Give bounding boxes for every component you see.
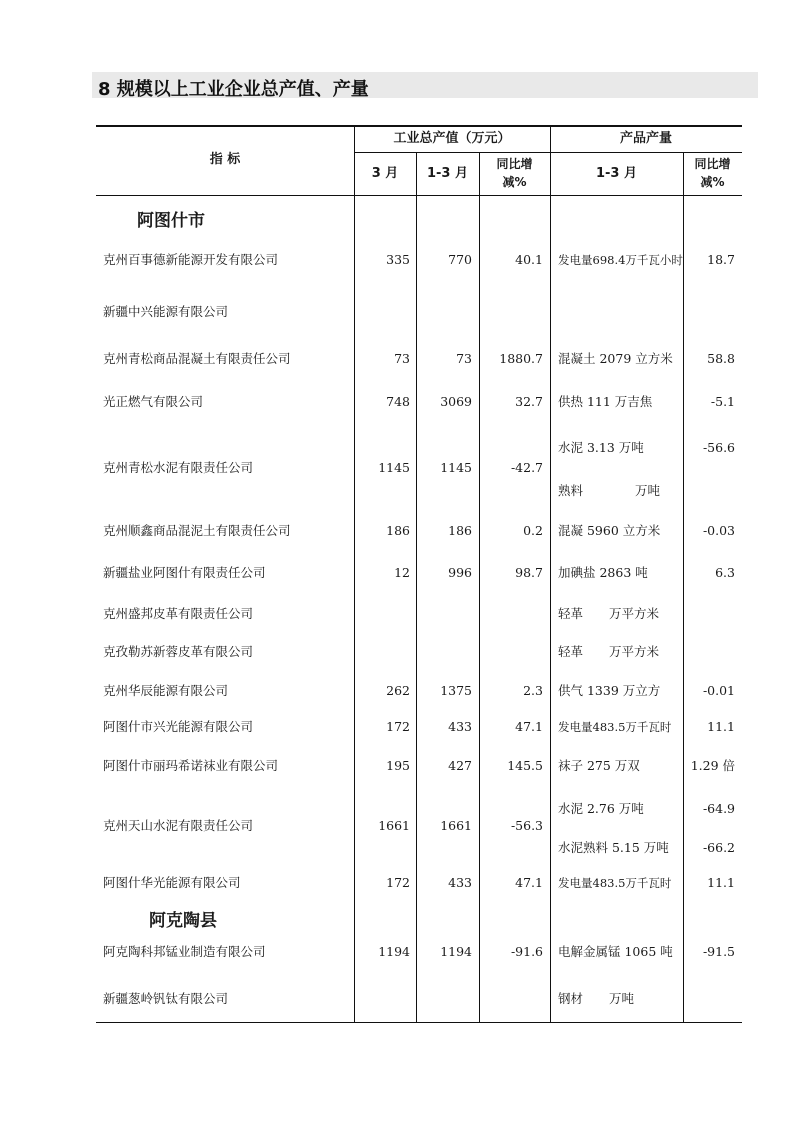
- product-name: 轻革: [558, 644, 584, 659]
- header-indicator: 指 标: [209, 152, 241, 167]
- region-heading: 阿克陶县: [149, 911, 217, 931]
- jan-mar-value: 770: [448, 252, 472, 267]
- company-name: 克孜勒苏新蓉皮革有限公司: [103, 644, 254, 659]
- march-value: 262: [386, 683, 410, 698]
- header-product-yoy-line2: 减%: [700, 175, 725, 189]
- col-divider-5: [683, 153, 684, 1022]
- header-product-yoy: [683, 155, 742, 191]
- region-heading: 阿图什市: [137, 211, 205, 231]
- header-march: 3 月: [371, 166, 399, 181]
- march-value: 748: [386, 394, 410, 409]
- company-name: 新疆葱岭钒钛有限公司: [103, 991, 229, 1006]
- company-name: 克州青松水泥有限责任公司: [103, 460, 254, 475]
- col-divider-4: [550, 126, 551, 1022]
- product-yoy-value: -5.1: [710, 394, 735, 409]
- product-output: 供热 111 万吉焦: [558, 394, 653, 409]
- product-output: 发电量483.5万千瓦时: [558, 876, 672, 890]
- product-name: 熟料: [558, 483, 584, 498]
- product-yoy-value: 11.1: [707, 875, 735, 890]
- jan-mar-value: 1194: [440, 944, 472, 959]
- jan-mar-value: 996: [448, 565, 472, 580]
- company-name: 克州青松商品混凝土有限责任公司: [103, 351, 291, 366]
- company-name: 克州天山水泥有限责任公司: [103, 818, 254, 833]
- march-value: 1194: [378, 944, 410, 959]
- company-name: 阿图什市兴光能源有限公司: [103, 719, 254, 734]
- company-name: 克州顺鑫商品混泥土有限责任公司: [103, 523, 291, 538]
- product-yoy-value: 18.7: [707, 252, 735, 267]
- product-output: 袜子 275 万双: [558, 758, 640, 773]
- header-jan-mar: 1-3 月: [426, 166, 468, 181]
- product-yoy-value: -56.6: [702, 440, 735, 455]
- product-output: 加碘盐 2863 吨: [558, 565, 648, 580]
- page-title: 8 规模以上工业企业总产值、产量: [98, 79, 369, 100]
- product-yoy-value: -0.01: [702, 683, 735, 698]
- product-output: 混凝 5960 立方米: [558, 523, 661, 538]
- jan-mar-value: 1145: [440, 460, 472, 475]
- product-yoy-value: 58.8: [707, 351, 735, 366]
- product-unit: 万平方米: [609, 606, 660, 621]
- yoy-value: 32.7: [515, 394, 543, 409]
- product-unit: 万吨: [609, 991, 635, 1006]
- product-output: 发电量483.5万千瓦时: [558, 720, 672, 734]
- company-name: 克州华辰能源有限公司: [103, 683, 229, 698]
- company-name: 阿克陶科邦锰业制造有限公司: [103, 944, 266, 959]
- yoy-value: 98.7: [515, 565, 543, 580]
- product-output: [558, 644, 659, 660]
- header-product-yoy-line1: 同比增: [694, 157, 731, 171]
- jan-mar-value: 3069: [440, 394, 472, 409]
- march-value: 195: [386, 758, 410, 773]
- header-yoy: [479, 155, 550, 191]
- jan-mar-value: 1375: [440, 683, 472, 698]
- table-top-border: [96, 125, 742, 127]
- col-divider-2: [416, 153, 417, 1022]
- product-yoy-value: 11.1: [707, 719, 735, 734]
- jan-mar-value: 433: [448, 719, 472, 734]
- march-value: 73: [394, 351, 410, 366]
- product-unit: 万平方米: [609, 644, 660, 659]
- yoy-value: 1880.7: [499, 351, 543, 366]
- product-yoy-value: 6.3: [715, 565, 735, 580]
- march-value: 186: [386, 523, 410, 538]
- company-name: 阿图什市丽玛希诺袜业有限公司: [103, 758, 279, 773]
- yoy-value: -42.7: [510, 460, 543, 475]
- product-output-secondary: [558, 483, 660, 499]
- company-name: 克州百事德新能源开发有限公司: [103, 252, 279, 267]
- march-value: 1145: [378, 460, 410, 475]
- product-name: 钢材: [558, 991, 584, 1006]
- company-name: 阿图什华光能源有限公司: [103, 875, 241, 890]
- table-bottom-border: [96, 1022, 742, 1023]
- product-output: 电解金属锰 1065 吨: [558, 944, 673, 959]
- product-yoy-value: -91.5: [702, 944, 735, 959]
- yoy-value: 47.1: [515, 875, 543, 890]
- col-divider-3: [479, 153, 480, 1022]
- yoy-value: 47.1: [515, 719, 543, 734]
- yoy-value: 0.2: [523, 523, 543, 538]
- product-yoy-value-secondary: -66.2: [702, 840, 735, 855]
- header-output-value: 工业总产值（万元）: [393, 131, 511, 146]
- yoy-value: 145.5: [507, 758, 543, 773]
- product-output-secondary: 水泥熟料 5.15 万吨: [558, 840, 669, 855]
- product-unit: 万吨: [635, 483, 661, 498]
- product-yoy-value: -0.03: [702, 523, 735, 538]
- header-bottom-border: [96, 195, 742, 196]
- product-output: [558, 991, 634, 1007]
- jan-mar-value: 73: [456, 351, 472, 366]
- march-value: 12: [394, 565, 410, 580]
- product-yoy-value: 1.29 倍: [690, 758, 735, 773]
- header-product-output: 产品产量: [619, 131, 672, 146]
- yoy-value: -91.6: [510, 944, 543, 959]
- product-output: 发电量698.4万千瓦小时: [558, 253, 683, 267]
- march-value: 172: [386, 719, 410, 734]
- company-name: 克州盛邦皮革有限责任公司: [103, 606, 254, 621]
- header-product-jan-mar: 1-3 月: [595, 166, 637, 181]
- product-output: 混凝土 2079 立方米: [558, 351, 673, 366]
- march-value: 1661: [378, 818, 410, 833]
- product-name: 轻革: [558, 606, 584, 621]
- yoy-value: 2.3: [523, 683, 543, 698]
- product-output: 水泥 3.13 万吨: [558, 440, 644, 455]
- yoy-value: 40.1: [515, 252, 543, 267]
- company-name: 新疆中兴能源有限公司: [103, 304, 229, 319]
- company-name: 光正燃气有限公司: [103, 394, 204, 409]
- company-name: 新疆盐业阿图什有限责任公司: [103, 565, 266, 580]
- jan-mar-value: 433: [448, 875, 472, 890]
- yoy-value: -56.3: [510, 818, 543, 833]
- product-output: [558, 606, 659, 622]
- march-value: 335: [386, 252, 410, 267]
- page-title-bar: [92, 72, 758, 98]
- product-output: 供气 1339 万立方: [558, 683, 661, 698]
- header-yoy-line2: 减%: [502, 175, 527, 189]
- product-yoy-value: -64.9: [702, 801, 735, 816]
- jan-mar-value: 1661: [440, 818, 472, 833]
- header-yoy-line1: 同比增: [496, 157, 533, 171]
- march-value: 172: [386, 875, 410, 890]
- jan-mar-value: 186: [448, 523, 472, 538]
- product-output: 水泥 2.76 万吨: [558, 801, 644, 816]
- jan-mar-value: 427: [448, 758, 472, 773]
